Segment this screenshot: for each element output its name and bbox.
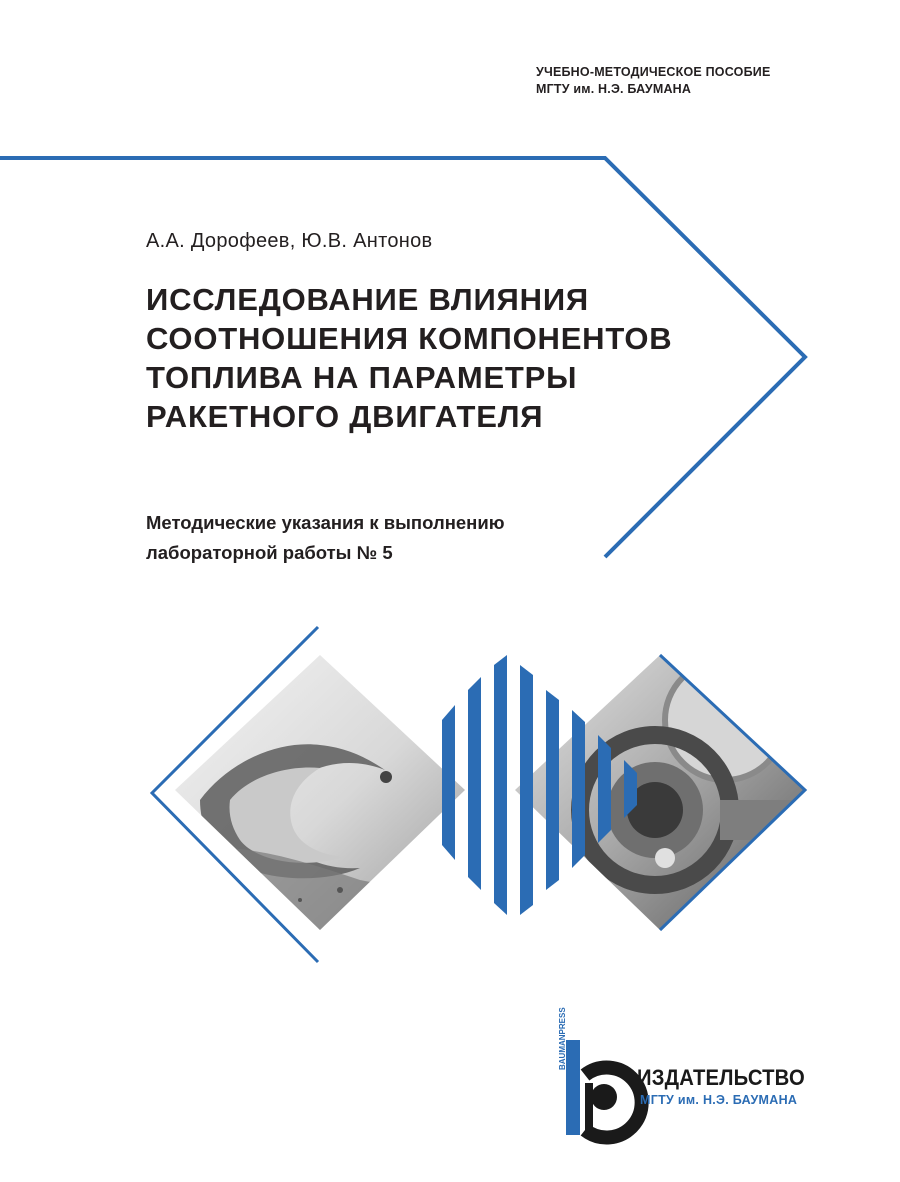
title-line-3: ТОПЛИВА НА ПАРАМЕТРЫ (146, 360, 578, 395)
subtitle (146, 508, 505, 568)
publisher-university: МГТУ им. Н.Э. БАУМАНА (640, 1093, 798, 1107)
water-splash-photo (175, 655, 465, 930)
authors: А.А. Дорофеев, Ю.В. Антонов (146, 230, 433, 252)
subtitle-line-2: лабораторной работы № 5 (146, 542, 393, 563)
series-line-1: УЧЕБНО-МЕТОДИЧЕСКОЕ ПОСОБИЕ (536, 65, 771, 79)
publisher-brand-vertical: BAUMANPRESS (558, 1007, 567, 1070)
title-line-4: РАКЕТНОГО ДВИГАТЕЛЯ (146, 399, 544, 434)
series-label (536, 64, 770, 98)
rocket-engine-photo (515, 655, 810, 930)
subtitle-line-1: Методические указания к выполнению (146, 512, 505, 533)
book-title (146, 280, 796, 436)
series-line-2: МГТУ им. Н.Э. БАУМАНА (536, 82, 692, 96)
title-line-2: СООТНОШЕНИЯ КОМПОНЕНТОВ (146, 321, 673, 356)
publisher-name: ИЗДАТЕЛЬСТВО (637, 1065, 805, 1090)
title-line-1: ИССЛЕДОВАНИЕ ВЛИЯНИЯ (146, 282, 589, 317)
publisher-logo-icon (566, 1040, 642, 1138)
